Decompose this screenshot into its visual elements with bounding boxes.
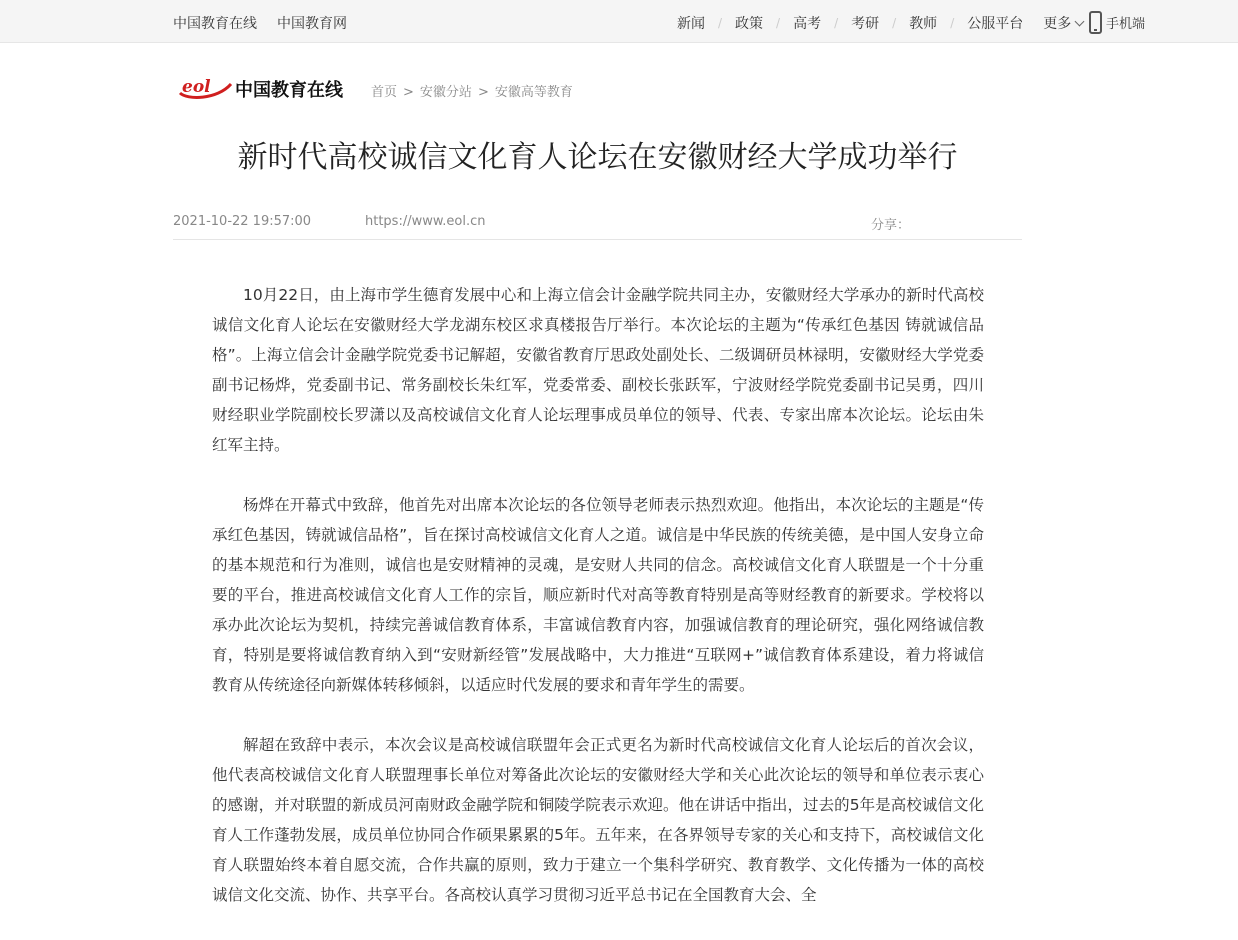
site-links xyxy=(173,13,367,33)
nav-separator: / xyxy=(776,16,781,30)
eol-logo-icon xyxy=(177,72,233,102)
article-paragraph: 10月22日，由上海市学生德育发展中心和上海立信会计金融学院共同主办，安徽财经大学承办的新时代高校诚信文化育人论坛在安徽财经大学龙湖东校区求真楼报告厅举行。本次论坛的主题为“传承红色基因 铸就诚信品格”。上海立信会计金融学院党委书记解超，安徽省教育厅思政处副处长、二级调研员林禄明，安徽财经大学党委副书记杨烨，党委副书记、常务副校长朱红军，党委常委、副校长张跃军，宁波财经学院党委副书记吴勇，四川财经职业学院副校长罗潇以及高校诚信文化育人论坛理事成员单位的领导、代表、专家出席本次论坛。论坛由朱红军主持。 xyxy=(212,286,984,454)
breadcrumb-anhui-higher-edu[interactable]: 安徽高等教育 xyxy=(494,85,573,100)
nav-separator: / xyxy=(718,16,723,30)
nav-kaoyan[interactable]: 考研 xyxy=(851,16,880,32)
breadcrumb-anhui[interactable]: 安徽分站 xyxy=(419,85,472,100)
logo-site-name: 中国教育在线 xyxy=(235,80,343,101)
publish-date: 2021-10-22 19:57:00 xyxy=(173,214,312,229)
article-title: 新时代高校诚信文化育人论坛在安徽财经大学成功举行 xyxy=(237,140,958,175)
mobile-label: 手机端 xyxy=(1106,17,1146,32)
phone-icon xyxy=(1089,11,1102,34)
mobile-link[interactable] xyxy=(1089,11,1145,34)
nav-teacher[interactable]: 教师 xyxy=(909,16,938,32)
nav-separator: / xyxy=(892,16,897,30)
site-link-eol-online[interactable]: 中国教育在线 xyxy=(173,16,257,32)
nav-policy[interactable]: 政策 xyxy=(735,16,764,32)
article-paragraph: 解超在致辞中表示，本次会议是高校诚信联盟年会正式更名为新时代高校诚信文化育人论坛后的首次会议，他代表高校诚信文化育人联盟理事长单位对筹备此次论坛的安徽财经大学和关心此次论坛的领导和单位表示衷心的感谢，并对联盟的新成员河南财政金融学院和铜陵学院表示欢迎。他在讲话中指出，过去的5年是高校诚信文化育人工作蓬勃发展，成员单位协同合作硕果累累的5年。五年来，在各界领导专家的关心和支持下，高校诚信文化育人联盟始终本着自愿交流，合作共赢的原则，致力于建立一个集科学研究、教育教学、文化传播为一体的高校诚信文化交流、协作、共享平台。各高校认真学习贯彻习近平总书记在全国教育大会、全 xyxy=(212,736,984,904)
breadcrumb xyxy=(371,81,573,100)
svg-text:eol: eol xyxy=(182,77,211,97)
nav-more-label: 更多 xyxy=(1043,16,1072,32)
article-paragraph: 杨烨在开幕式中致辞，他首先对出席本次论坛的各位领导老师表示热烈欢迎。他指出，本次论坛的主题是“传承红色基因，铸就诚信品格”，旨在探讨高校诚信文化育人之道。诚信是中华民族的传统美德，是中国人安身立命的基本规范和行为准则，诚信也是安财精神的灵魂，是安财人共同的信念。高校诚信文化育人联盟是一个十分重要的平台，推进高校诚信文化育人工作的宗旨，顺应新时代对高等教育特别是高等财经教育的新要求。学校将以承办此次论坛为契机，持续完善诚信教育体系，丰富诚信教育内容，加强诚信教育的理论研究，强化网络诚信教育，特别是要将诚信教育纳入到“安财新经管”发展战略中，大力推进“互联网+”诚信教育体系建设，着力将诚信教育从传统途径向新媒体转移倾斜，以适应时代发展的要求和青年学生的需要。 xyxy=(212,496,984,694)
article-source: https://www.eol.cn xyxy=(365,214,486,229)
top-nav xyxy=(677,13,1083,33)
nav-separator: / xyxy=(834,16,839,30)
nav-public-service[interactable]: 公服平台 xyxy=(967,16,1024,32)
article-meta xyxy=(173,212,1022,240)
site-link-edu-net[interactable]: 中国教育网 xyxy=(277,16,347,32)
chevron-down-icon xyxy=(1075,16,1085,26)
article-body xyxy=(212,280,984,940)
nav-separator: / xyxy=(950,16,955,30)
nav-news[interactable]: 新闻 xyxy=(677,16,705,32)
nav-more[interactable] xyxy=(1043,13,1083,33)
breadcrumb-separator: > xyxy=(403,85,414,100)
breadcrumb-home[interactable]: 首页 xyxy=(371,85,398,100)
share-label: 分享： xyxy=(871,218,911,233)
site-logo[interactable] xyxy=(177,72,353,102)
top-bar xyxy=(0,0,1238,43)
nav-gaokao[interactable]: 高考 xyxy=(793,16,822,32)
breadcrumb-separator: > xyxy=(477,85,489,100)
